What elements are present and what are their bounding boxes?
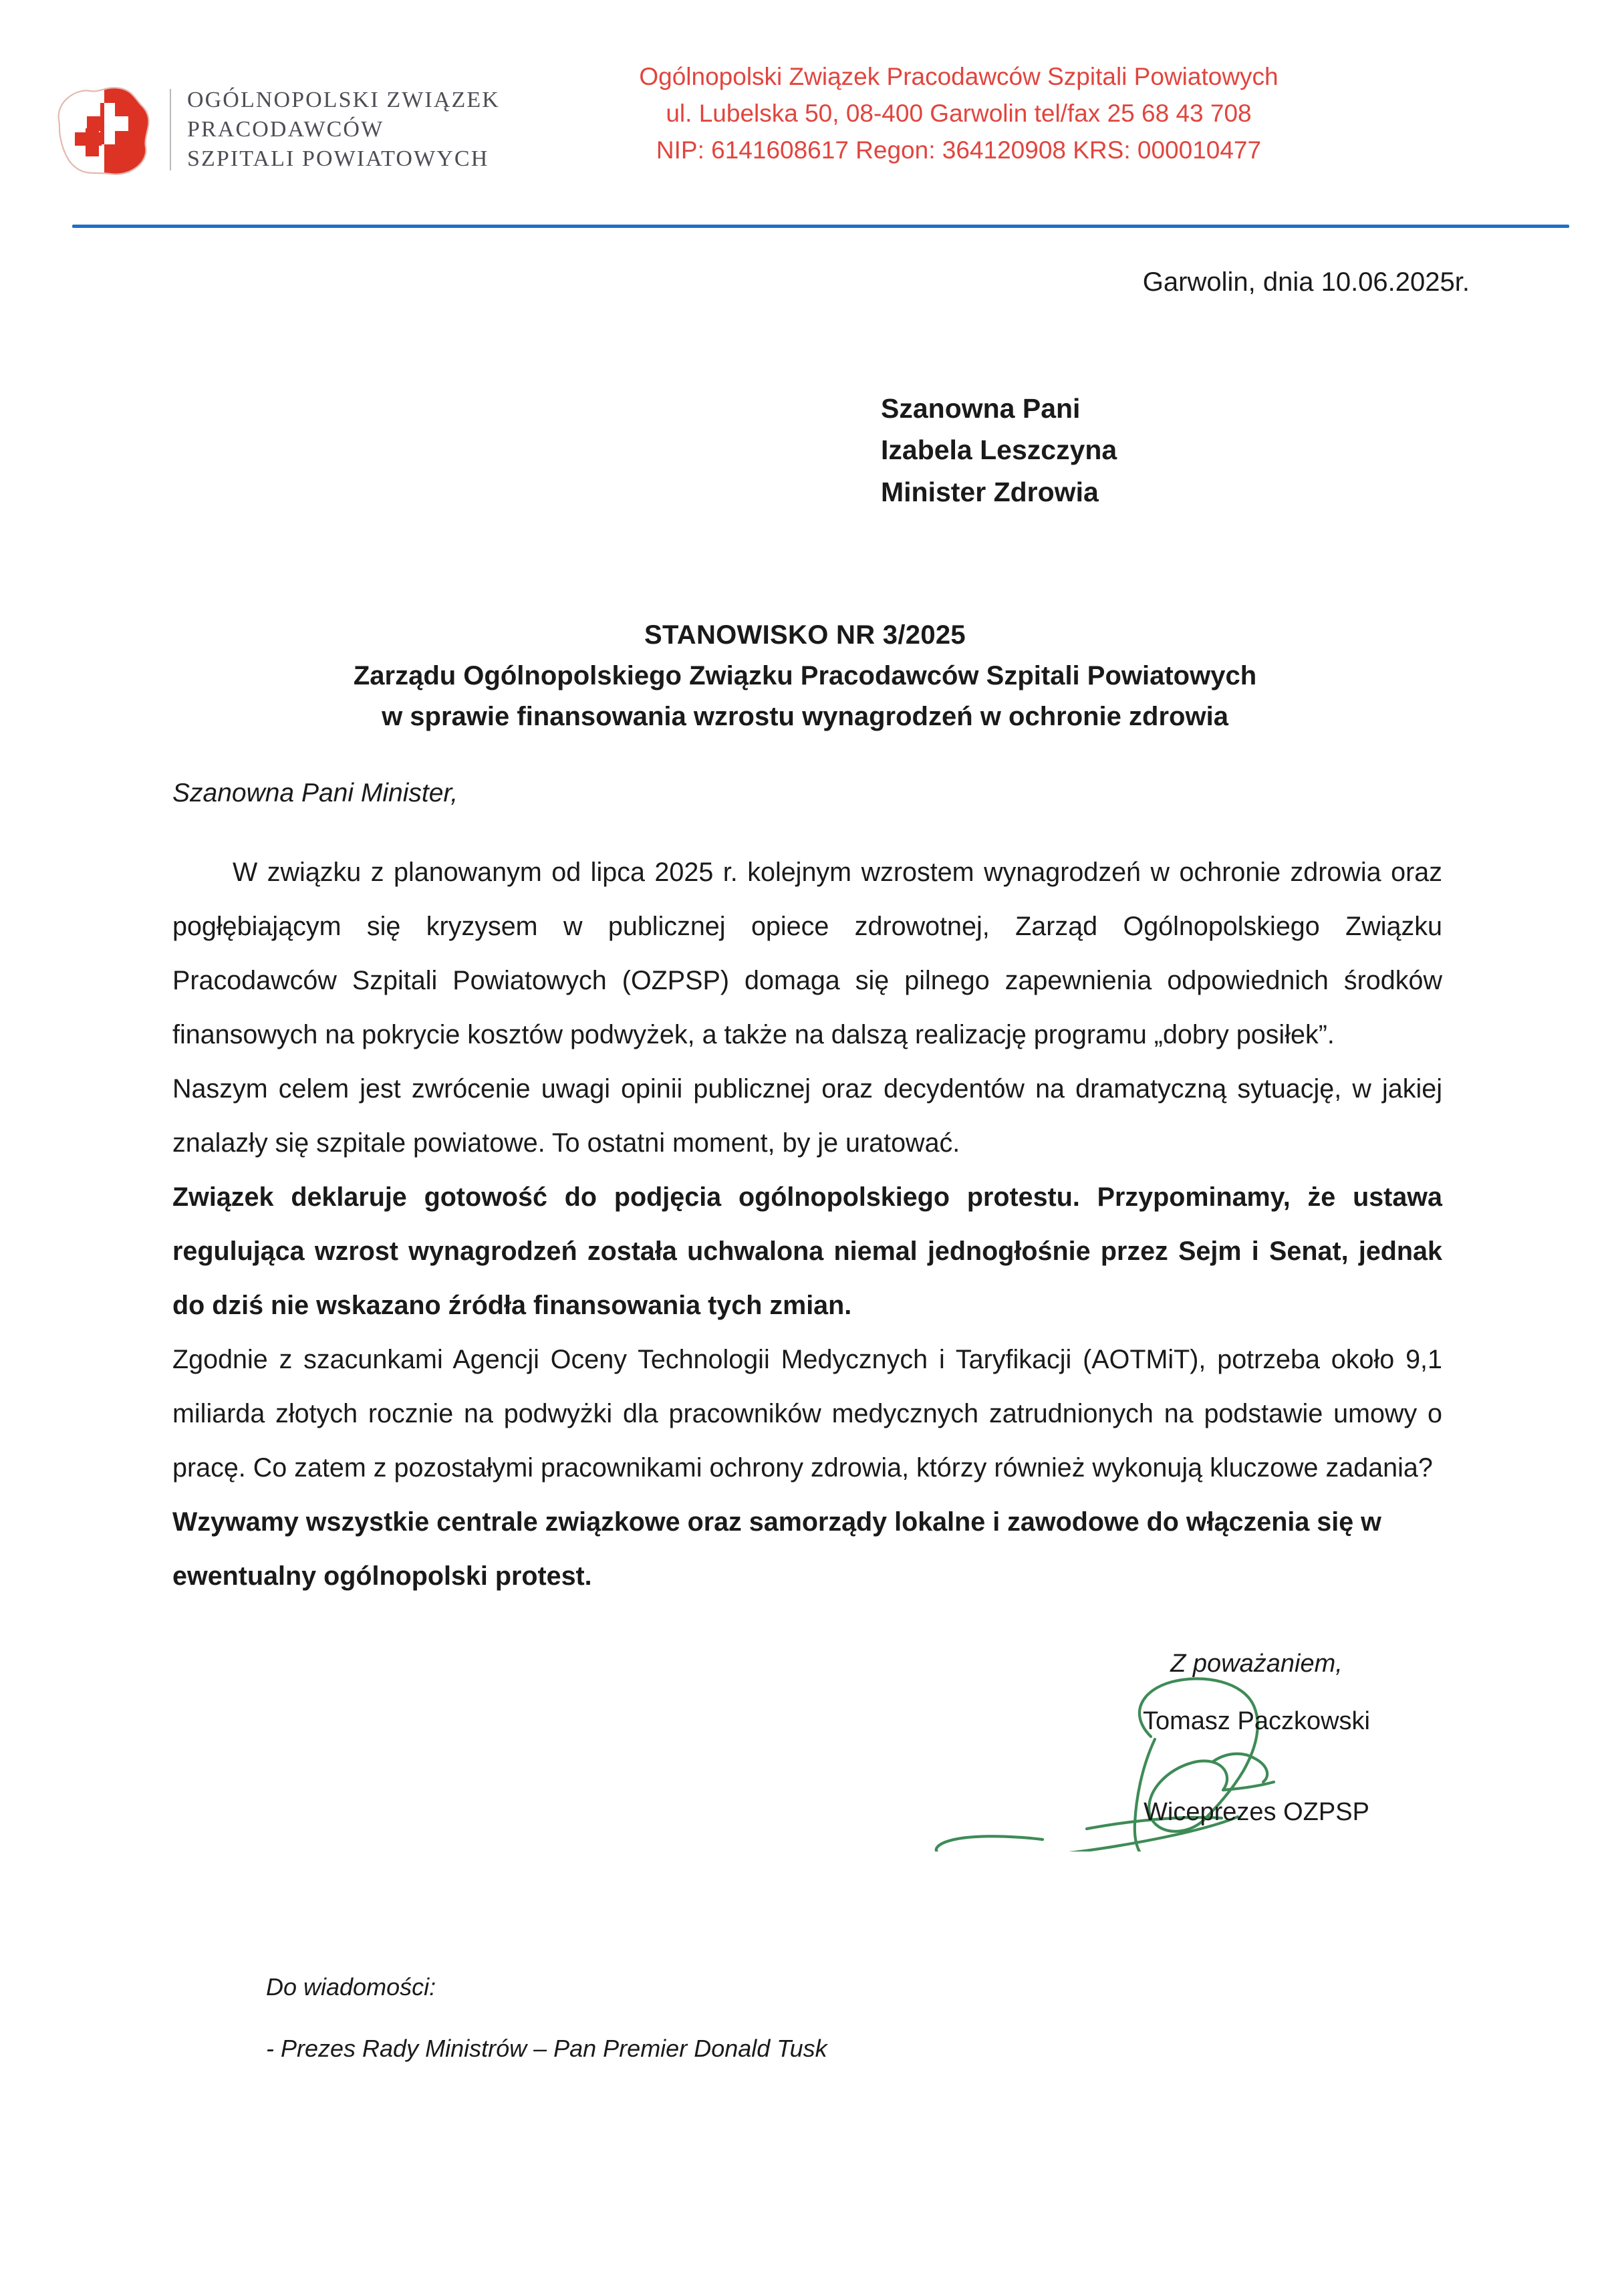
organization-contact-block bbox=[588, 59, 1329, 168]
body-paragraph-1: W związku z planowanym od lipca 2025 r. kolejnym wzrostem wynagrodzeń w ochronie zdrowia oraz pogłębiającym się kryzysem w publicznej opiece zdrowotnej, Zarząd Ogólnopolskiego Związku Pracodawców Szpitali Powiatowych (OZPSP) domaga się pilnego zapewnienia odpowiednich środków finansowych na pokrycie kosztów podwyżek, a także na dalszą realizację programu „dobry posiłek”. bbox=[172, 858, 1442, 1049]
document-title-number: STANOWISKO NR 3/2025 bbox=[644, 620, 966, 650]
organization-address: ul. Lubelska 50, 08-400 Garwolin tel/fax 25 68 43 708 bbox=[666, 99, 1252, 127]
body-paragraph-3: Związek deklaruje gotowość do podjęcia ogólnopolskiego protestu. Przypominamy, że ustawa regulująca wzrost wynagrodzeń została uchwalona niemal jednogłośnie przez Sejm i Senat, jednak do dziś nie wskazano źródła finansowania tych zmian. bbox=[172, 1182, 1442, 1320]
poland-map-cross-icon bbox=[48, 79, 160, 180]
body-paragraph-2: Naszym celem jest zwrócenie uwagi opinii publicznej oraz decydentów na dramatyczną sytuację, w jakiej znalazły się szpitale powiatowe. To ostatni moment, by je uratować. bbox=[172, 1073, 1442, 1158]
logo-wordmark-line-1: OGÓLNOPOLSKI ZWIĄZEK bbox=[187, 87, 500, 112]
body-paragraph-5: Wzywamy wszystkie centrale związkowe oraz samorządy lokalne i zawodowe do włączenia się w ewentualny ogólnopolski protest. bbox=[172, 1507, 1381, 1591]
signature-role: Wiceprezes OZPSP bbox=[1144, 1797, 1369, 1826]
signature-block bbox=[1023, 1651, 1490, 1826]
addressee-block bbox=[881, 388, 1117, 513]
addressee-salutation: Szanowna Pani bbox=[881, 393, 1081, 424]
logo-wordmark-line-2: PRACODAWCÓW bbox=[187, 116, 384, 142]
document-title-subject: w sprawie finansowania wzrostu wynagrodzeń w ochronie zdrowia bbox=[382, 701, 1228, 731]
document-title-issuer: Zarządu Ogólnopolskiego Związku Pracodawców Szpitali Powiatowych bbox=[353, 660, 1257, 690]
signature-name: Tomasz Paczkowski bbox=[1143, 1706, 1370, 1735]
letter-body bbox=[172, 846, 1442, 1604]
date-line: Garwolin, dnia 10.06.2025r. bbox=[1142, 267, 1470, 297]
signature-regards: Z poważaniem, bbox=[1170, 1650, 1343, 1678]
letter-salutation: Szanowna Pani Minister, bbox=[172, 779, 458, 807]
logo-divider bbox=[170, 89, 171, 170]
carbon-copy-title: Do wiadomości: bbox=[266, 1973, 436, 2001]
header-divider-rule bbox=[72, 225, 1569, 228]
logo-wordmark-line-3: SZPITALI POWIATOWYCH bbox=[187, 146, 489, 172]
organization-name: Ogólnopolski Związek Pracodawców Szpitali Powiatowych bbox=[639, 63, 1279, 90]
organization-logo bbox=[48, 79, 500, 180]
body-paragraph-4: Zgodnie z szacunkami Agencji Oceny Technologii Medycznych i Taryfikacji (AOTMiT), potrzeba około 9,1 miliarda złotych rocznie na podwyżki dla pracowników medycznych zatrudnionych na podstawie umowy o pracę. Co zatem z pozostałymi pracownikami ochrony zdrowia, którzy również wykonują kluczowe zadania? bbox=[172, 1344, 1442, 1483]
carbon-copy-block bbox=[266, 1975, 827, 2061]
letterhead bbox=[0, 0, 1610, 227]
organization-registration-ids: NIP: 6141608617 Regon: 364120908 KRS: 000010477 bbox=[656, 136, 1262, 164]
document-title-block bbox=[154, 615, 1456, 737]
addressee-position: Minister Zdrowia bbox=[881, 476, 1099, 507]
addressee-name: Izabela Leszczyna bbox=[881, 434, 1117, 466]
logo-wordmark bbox=[187, 86, 500, 174]
carbon-copy-item-1: - Prezes Rady Ministrów – Pan Premier Donald Tusk bbox=[266, 2035, 827, 2062]
